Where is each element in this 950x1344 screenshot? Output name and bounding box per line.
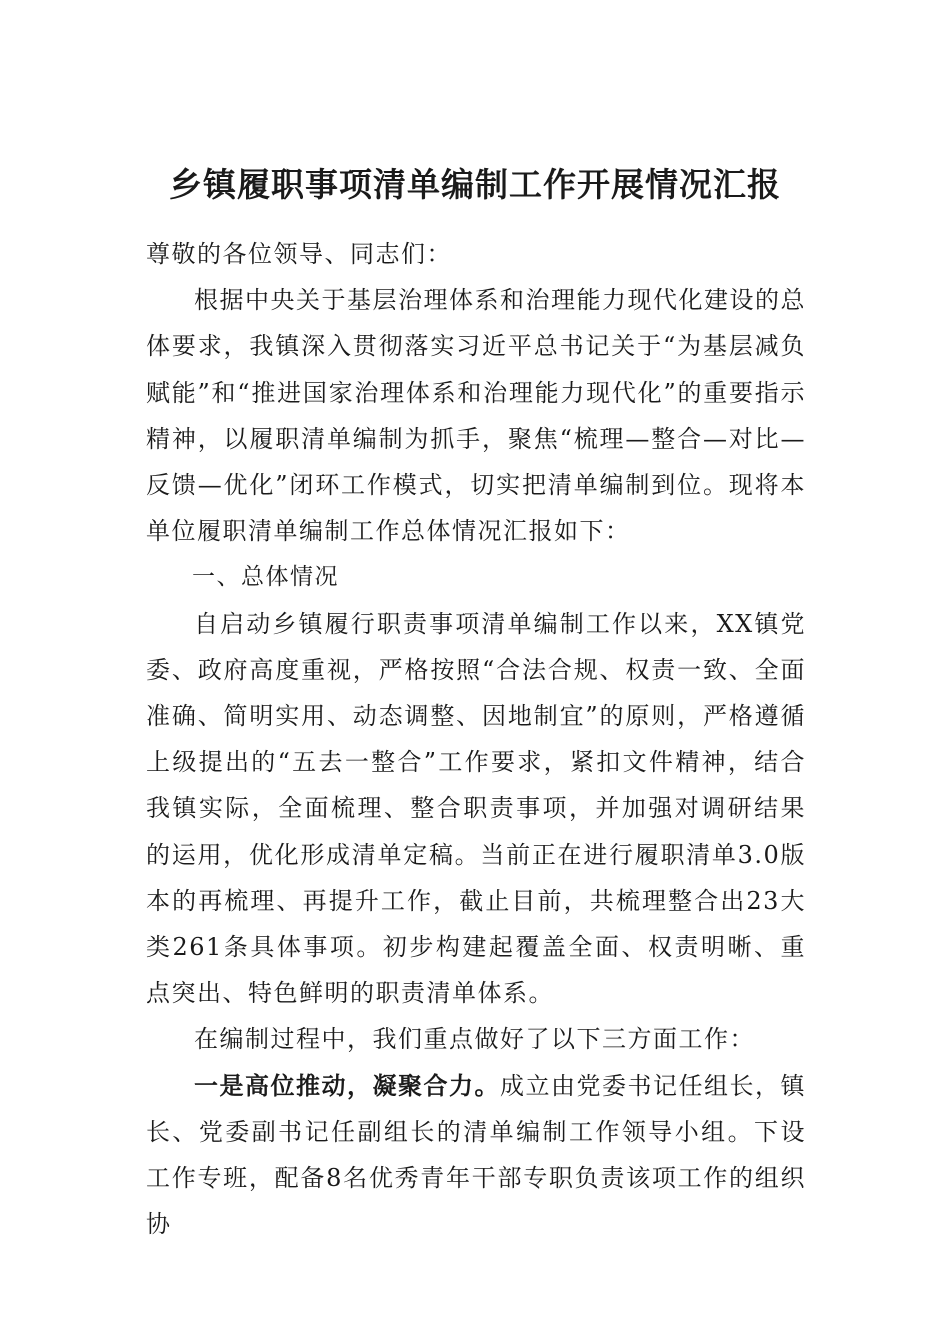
salutation: 尊敬的各位领导、同志们： (146, 240, 452, 268)
point-paragraph (146, 1063, 806, 1248)
point-lead: 一是高位推动，凝聚合力。 (194, 1070, 500, 1100)
section-heading: 一、总体情况 (192, 564, 339, 591)
intro-paragraph: 根据中央关于基层治理体系和治理能力现代化建设的总体要求，我镇深入贯彻落实习近平总书记关于“为基层减负赋能”和“推进国家治理体系和治理能力现代化”的重要指示精神，以履职清单编制为抓手，聚焦“梳理—整合—对比—反馈—优化”闭环工作模式，切实把清单编制到位。现将本单位履职清单编制工作总体情况汇报如下： (146, 286, 806, 546)
point-text: 成立由党委书记任组长，镇长、党委副书记任副组长的清单编制工作领导小组。下设工作专班，配备8名优秀青年干部专职负责该项工作的组织协 (146, 1071, 806, 1239)
overview-paragraph: 自启动乡镇履行职责事项清单编制工作以来，XX镇党委、政府高度重视，严格按照“合法合规、权责一致、全面准确、简明实用、动态调整、因地制宜”的原则，严格遵循上级提出的“五去一整合”工作要求，紧扣文件精神，结合我镇实际，全面梳理、整合职责事项，并加强对调研结果的运用，优化形成清单定稿。当前正在进行履职清单3.0版本的再梳理、再提升工作，截止目前，共梳理整合出23大类261条具体事项。初步构建起覆盖全面、权责明晰、重点突出、特色鲜明的职责清单体系。 (146, 609, 806, 1008)
document-title: 乡镇履职事项清单编制工作开展情况汇报 (169, 165, 781, 204)
transition-paragraph: 在编制过程中，我们重点做好了以下三方面工作： (194, 1025, 755, 1054)
document-body (146, 231, 806, 1247)
